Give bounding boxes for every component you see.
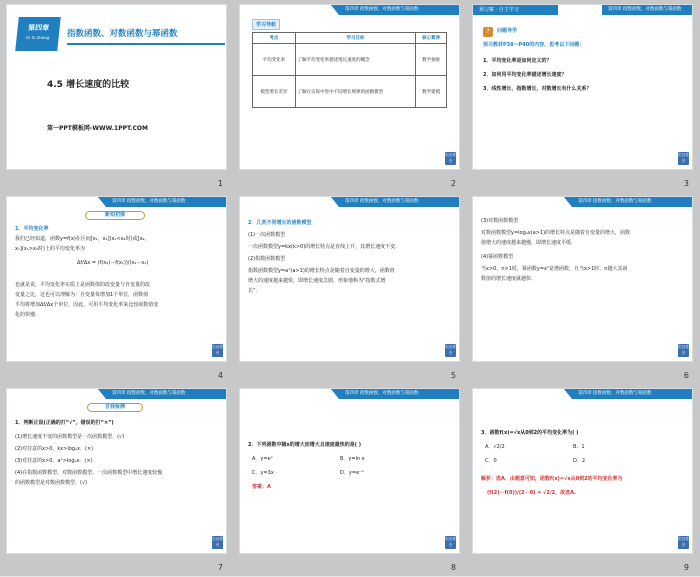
body-line: (4)在指数函数模型、对数函数模型、一次函数模型中增长速度较慢: [15, 470, 163, 476]
option-d: D．2: [573, 458, 586, 464]
option-b: B．y=ln x: [340, 456, 365, 462]
question-text: 3．函数f(x)=√x从0到2的平均变化率为( ): [481, 430, 579, 436]
table-header: 考点: [253, 33, 296, 44]
body-line: x₁](x₁>x₂时)上的平均变化率为: [15, 246, 85, 252]
slide-canvas: [472, 196, 693, 362]
nav-button[interactable]: 栏目导引: [678, 537, 689, 547]
header-triangle: [564, 389, 572, 399]
question-text: 2．下列函数中随x的增大而增大且速度最快的是( ): [248, 442, 362, 448]
slide-thumbnail-3[interactable]: [466, 0, 699, 192]
slide-number: 4: [217, 371, 223, 380]
body-line: 变量之比，这也可以理解为：自变量每增加1个单位，函数值: [15, 292, 149, 298]
header-triangle: [98, 389, 106, 399]
option-b: B．1: [573, 444, 585, 450]
chapter-title: 指数函数、对数函数与幂函数: [67, 27, 225, 41]
solution-formula: (f(2)－f(0))/(2－0) = √2/2，故选A.: [487, 490, 577, 496]
objectives-table: [252, 32, 447, 108]
body-line: 一次函数模型y=kx(k>0)的增长特点是直线上升，其增长速度不变.: [248, 244, 397, 250]
table-header: 核心素养: [416, 33, 447, 44]
body-line: (1)一次函数模型: [248, 232, 286, 238]
table-header: 学习目标: [295, 33, 416, 44]
body-line: 值增大的速度越来越慢，即增长速度平缓.: [481, 240, 573, 246]
chapter-header: 第四章 指数函数、对数函数与幂函数: [339, 197, 459, 207]
body-line: 1．判断正误(正确的打“√”，错误的打“×”): [15, 420, 114, 426]
chapter-header: 第四章 指数函数、对数函数与幂函数: [572, 197, 692, 207]
slide-thumbnail-9[interactable]: [466, 384, 699, 576]
table-cell: 平均变化率: [253, 44, 296, 76]
instruction-text: 预习教材P38～P40的内容，思考以下问题：: [483, 42, 585, 48]
slide-thumbnail-5[interactable]: [233, 192, 466, 384]
table-cell: 数学抽象: [416, 44, 447, 76]
header-triangle: [331, 197, 339, 207]
chapter-header: 第四章 指数函数、对数函数与幂函数: [106, 197, 226, 207]
slide-thumbnail-7[interactable]: [0, 384, 233, 576]
nav-button[interactable]: 栏目导引: [678, 153, 689, 163]
table-cell: 了解平均变化率描述增长速度的概念: [295, 44, 416, 76]
body-line: (2)指数函数模型: [248, 256, 286, 262]
option-a: A．√2/2: [485, 444, 505, 450]
body-line: 增大的速度越来越快，即增长速度急剧，形象地称为“指数式增: [248, 278, 386, 284]
table-cell: 模型增长差异: [253, 76, 296, 108]
table-row: [253, 76, 447, 108]
slide-thumbnail-1[interactable]: [0, 0, 233, 192]
question-item: 3．线性增长、指数增长、对数增长有什么关系？: [483, 86, 592, 92]
body-line: 长”.: [248, 288, 258, 294]
header-triangle: [331, 5, 339, 15]
slide-number: 5: [450, 371, 456, 380]
chapter-header: 第四章 指数函数、对数函数与幂函数: [572, 389, 692, 399]
section-heading: 1．平均变化率: [15, 226, 49, 232]
header-triangle: [98, 197, 106, 207]
option-d: D．y=e⁻ˣ: [340, 470, 364, 476]
body-line: 对数函数模型y=logₐx(a>1)的增长特点是随着自变量的增大，函数: [481, 230, 631, 236]
slide-canvas: [472, 4, 693, 170]
body-line: 我们已经知道，函数y=f(x)在区间[x₁，x₂](x₁<x₂时)或[x₂，: [15, 236, 150, 242]
slide-number: 2: [450, 179, 456, 188]
question-icon: ?: [483, 27, 493, 37]
option-c: C．y=3x: [252, 470, 274, 476]
slide-canvas: [6, 388, 227, 554]
section-ribbon: 新知初探: [85, 211, 145, 220]
section-ribbon: 自我检测: [87, 403, 143, 412]
body-line: 也就是说，平均变化率实质上是函数值的改变量与自变量的改: [15, 282, 151, 288]
slide-number: 6: [683, 371, 689, 380]
slide-canvas: [6, 196, 227, 362]
chapter-header: 第四章 指数函数、对数函数与幂函数: [339, 389, 459, 399]
slide-number: 3: [683, 179, 689, 188]
body-line: 当x>0，n>1时，幂函数y=xⁿ是增函数，且当x>1时，n越大其函: [481, 266, 628, 272]
nav-button[interactable]: 栏目导引: [445, 153, 456, 163]
chapter-header: 第四章 指数函数、对数函数与幂函数: [602, 5, 692, 15]
slide-canvas: [6, 4, 227, 170]
option-c: C．0: [485, 458, 497, 464]
nav-button[interactable]: 栏目导引: [678, 345, 689, 355]
table-cell: 了解在实际中进中不同增长规律的函数模型: [295, 76, 416, 108]
body-line: 指数函数模型y=aˣ(a>1)的增长特点是随着自变量的增大，函数值: [248, 268, 395, 274]
question-item: 2．如何用平均变化率描述增长速度？: [483, 72, 567, 78]
answer-text: 答案：A: [252, 484, 271, 490]
body-line: 数值的增长速度就越快.: [481, 276, 533, 282]
section-bar: 预习案 · 自主学习: [473, 5, 558, 15]
slide-thumbnail-6[interactable]: [466, 192, 699, 384]
slide-canvas: [239, 196, 460, 362]
table-cell: 数学建模: [416, 76, 447, 108]
chapter-header: 第四章 指数函数、对数函数与幂函数: [106, 389, 226, 399]
slide-canvas: [239, 388, 460, 554]
section-heading: 问题导学: [497, 28, 518, 34]
slide-thumbnail-4[interactable]: [0, 192, 233, 384]
body-line: (2)对任意的x>0，kx>logₐx．(×): [15, 446, 94, 452]
header-triangle: [331, 389, 339, 399]
website-text: 第一PPT模板网-WWW.1PPT.COM: [47, 125, 148, 132]
nav-button[interactable]: 栏目导引: [445, 345, 456, 355]
body-line: 化的快慢.: [15, 312, 37, 318]
section-tag: 学习导航: [252, 19, 280, 30]
table-row: [253, 44, 447, 76]
slide-thumbnail-8[interactable]: [233, 384, 466, 576]
question-item: 1．平均变化率是如何定义的？: [483, 58, 552, 64]
body-line: (3)对任意的x>0，aˣ>logₐx．(×): [15, 458, 93, 464]
slide-thumbnail-2[interactable]: [233, 0, 466, 192]
body-line: (3)对数函数模型: [481, 218, 519, 224]
slide-canvas: [472, 388, 693, 554]
slide-number: 8: [450, 563, 456, 572]
title-underline: [67, 43, 225, 45]
slide-number: 9: [683, 563, 689, 572]
nav-button[interactable]: 栏目导引: [445, 537, 456, 547]
header-triangle: [564, 197, 572, 207]
slide-number: 1: [217, 179, 223, 188]
formula: Δf/Δx = (f(x₂)－f(x₁))/(x₂－x₁): [77, 260, 149, 266]
option-a: A．y=eˣ: [252, 456, 273, 462]
body-line: 的函数模型是对数函数模型．(√): [15, 480, 88, 486]
slide-canvas: [239, 4, 460, 170]
chapter-header: 第四章 指数函数、对数函数与幂函数: [339, 5, 459, 15]
body-line: 平均将增加Δf/Δx个单位，因此，可用平均变化率来比较函数值变: [15, 302, 159, 308]
section-heading: 2．几类不同增长的函数模型: [248, 220, 312, 226]
body-line: (4)幂函数模型: [481, 254, 514, 260]
solution-text: 解析：选A．由题意可知，函数f(x)=√x从0到2的平均变化率为: [481, 476, 623, 482]
slide-number: 7: [217, 563, 223, 572]
section-title: 4.5 增长速度的比较: [47, 80, 130, 90]
body-line: (1)增长速度不变的函数模型是一次函数模型．(√): [15, 434, 125, 440]
chapter-badge: 第四章 Di Si Zhang: [15, 17, 61, 51]
nav-button[interactable]: 栏目导引: [212, 537, 223, 547]
nav-button[interactable]: 栏目导引: [212, 345, 223, 355]
